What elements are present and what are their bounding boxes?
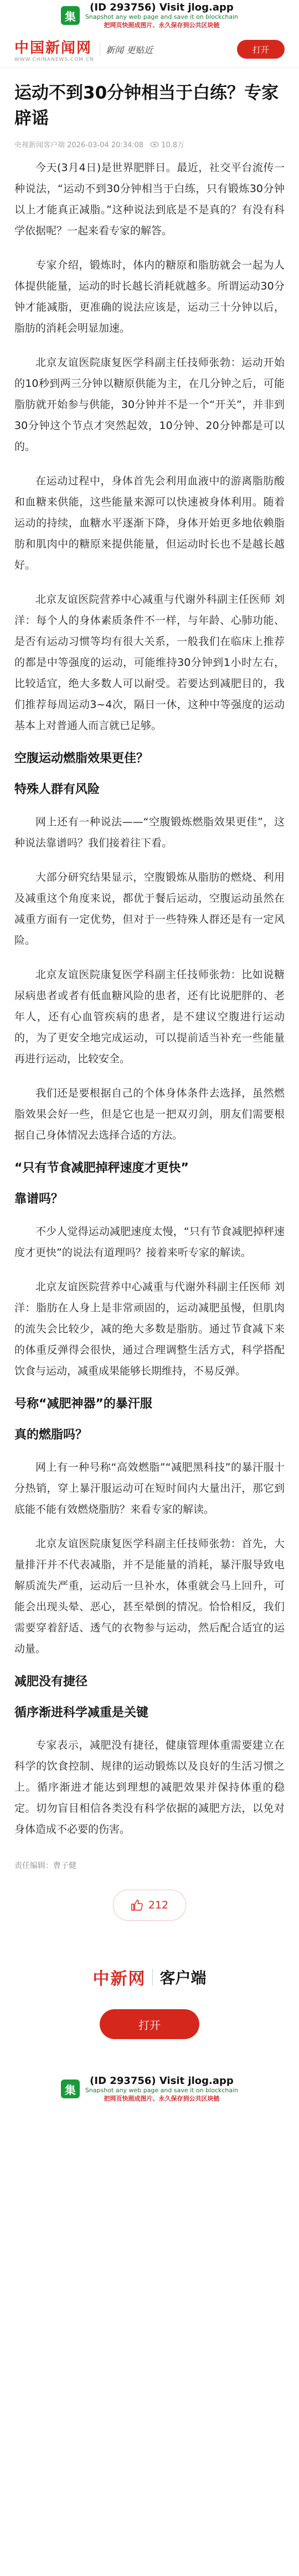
paragraph: 专家介绍，锻炼时，体内的糖原和脂肪就会一起为人体提供能量，运动的时长越长消耗就越多。所谓运动30分钟才能减脂，更准确的说法应该是，运动三十分钟以后，脂肪的消耗会明显加速。 — [14, 259, 285, 334]
bottom-banner-texts — [85, 2075, 238, 2103]
banner-subtitle-cn: 把网页快照成图片、永久保存到公共区块链 — [104, 22, 220, 29]
site-header — [0, 31, 299, 68]
section-heading: 循序渐进科学减重是关键 — [14, 1706, 149, 1720]
footer-brand — [0, 1965, 299, 1989]
section-heading: 靠谱吗？ — [14, 1192, 64, 1206]
article — [0, 80, 299, 1921]
bottom-banner-title: (ID 293756) Visit jlog.app — [90, 2075, 234, 2087]
paragraph: 我们还是要根据自己的个体身体条件去选择，虽然燃脂效果会好一些，但是它也是一把双刃剑，朋友们需要根据自己身体情况去选择合适的方法。 — [14, 1087, 285, 1141]
eye-icon — [150, 141, 159, 148]
paragraph: 北京友谊医院康复医学科副主任技师张勃：首先，大量排汗并不代表减脂，并不是能量的消耗，暴汗服导致电解质流失严重，运动后一旦补水，体重就会马上回升，可能会出现头晕、恶心，甚至晕倒的情况。恰恰相反，我们需要穿着舒适、透气的衣物参与运动，然后配合适宜的运动量。 — [14, 1538, 285, 1655]
section-heading: 减肥没有捷径 — [14, 1675, 88, 1689]
footer-logo: 中新网 — [92, 1969, 146, 1989]
section-heading: 特殊人群有风险 — [14, 783, 100, 796]
footer-client-label: 客户端 — [159, 1969, 207, 1987]
paragraph: 北京友谊医院营养中心减重与代谢外科副主任医师 刘洋：每个人的身体素质条件不一样，与年龄、心肺功能、是否有运动习惯等均有很大关系，一般我们在临床上推荐的都是中等强度的运动，可能维持30分钟到1小时左右，比较适宜，绝大多数人可以耐受。若要达到减肥目的，我们推荐每周运动3~4次，隔日一休，这种中等强度的运动基本上对普通人而言就已足够。 — [14, 593, 285, 732]
section-heading: 真的燃脂吗？ — [14, 1428, 88, 1442]
section-heading: 空腹运动燃脂效果更佳？ — [14, 752, 149, 765]
article-meta — [14, 139, 285, 149]
paragraph: 今天(3月4日)是世界肥胖日。最近，社交平台流传一种说法，“运动不到30分钟相当于白练，只有锻炼30分钟以上才能真正减脂。”这种说法到底是不是真的？有没有科学依据呢？一起来看专家的解答。 — [14, 162, 285, 237]
paragraph: 网上还有一种说法——“空腹锻炼燃脂效果更佳”，这种说法靠谱吗？我们接着往下看。 — [14, 816, 285, 849]
article-title: 运动不到30分钟相当于白练？专家辟谣 — [14, 83, 279, 128]
paragraph: 北京友谊医院康复医学科副主任技师张勃：比如说糖尿病患者或者有低血糖风险的患者，还有比说肥胖的、老年人，还有心血管疾病的患者，是不建议空腹进行运动的，为了更安全地完成运动，可以提前适当补充一些能量再进行运动，比较安全。 — [14, 969, 285, 1065]
bottom-banner-subtitle-cn: 把网页快照成图片、永久保存到公共区块链 — [104, 2095, 220, 2102]
brand-slogan: 新闻 更贴近 — [106, 44, 153, 55]
paragraph: 在运动过程中，身体首先会利用血液中的游离脂肪酸和血糖来供能，这些能量来源可以快速被身体利用。随着运动的持续，血糖水平逐渐下降，身体开始更多地依赖脂肪和肌肉中的糖原来提供能量，但运动时长也不是越长越好。 — [14, 475, 285, 571]
section-heading: “只有节食减肥掉秤速度才更快” — [14, 1161, 189, 1175]
source-time: 央视新闻客户端 2026-03-04 20:34:08 — [14, 141, 144, 149]
paragraph: 北京友谊医院康复医学科副主任技师张勃：运动开始的10秒到两三分钟以糖原供能为主，在几分钟之后，可能脂肪就开始参与供能，30分钟并不是一个“开关”，并非到30分钟这个节点才突然起效，10分钟、20分钟都是可以的。 — [14, 356, 285, 453]
footer-open-button[interactable]: 打开 — [100, 2009, 199, 2039]
bottom-banner-subtitle-en: Snapshot any web page and save it on blockchain — [85, 2087, 239, 2094]
brand-name: 中国新闻网 — [14, 39, 92, 56]
like-count: 212 — [148, 1899, 169, 1911]
paragraph: 北京友谊医院营养中心减重与代谢外科副主任医师 刘洋：脂肪在人身上是非常顽固的，运动减肥虽慢，但肌肉的流失会比较少，减的绝大多数是脂肪。通过节食减下来的体重反弹得会很快，通过合理调整生活方式，科学搭配饮食与运动，减重成果能够长期维持，不易反弹。 — [14, 1281, 285, 1377]
paragraph: 网上有一种号称“高效燃脂”“减肥黑科技”的暴汗服十分热销，穿上暴汗服运动可在短时间内大量出汗，那它到底能不能有效燃烧脂肪？来看专家的解读。 — [14, 1461, 285, 1515]
footer-promo — [0, 1954, 299, 2045]
editor-credit: 责任编辑：曹子健 — [14, 1861, 76, 1870]
like-area — [14, 1890, 285, 1921]
paragraph: 大部分研究结果显示，空腹锻炼从脂肪的燃烧、利用及减重这个角度来说，都优于餐后运动，空腹运动虽然在减重方面有一定优势，但对于一些特殊人群还是有一定风险。 — [14, 871, 285, 946]
view-count — [150, 139, 184, 149]
thumbs-up-icon — [131, 1899, 143, 1911]
open-app-button[interactable]: 打开 — [237, 40, 285, 59]
section-heading: 号称“减肥神器”的暴汗服 — [14, 1397, 152, 1411]
jlog-logo-icon-bottom: 集 — [61, 2080, 80, 2098]
paragraph: 不少人觉得运动减肥速度太慢，“只有节食减肥掉秤速度才更快”的说法有道理吗？接着来听专家的解读。 — [14, 1225, 285, 1259]
banner-texts — [85, 2, 238, 29]
like-button[interactable] — [113, 1890, 186, 1921]
article-content — [14, 157, 285, 1840]
top-banner[interactable] — [0, 0, 299, 31]
bottom-banner[interactable] — [0, 2069, 299, 2109]
paragraph: 专家表示，减肥没有捷径，健康管理体重需要建立在科学的饮食控制、规律的运动锻炼以及良好的生活习惯之上。循序渐进才能达到理想的减肥效果并保持体重的稳定。切勿盲目相信各类没有科学依据的减肥方法，以免对身体造成不必要的伤害。 — [14, 1739, 285, 1835]
footer-divider — [152, 1969, 153, 1985]
banner-title: (ID 293756) Visit jlog.app — [90, 2, 234, 13]
brand-url: WWW.CHINANEWS.COM.CN — [14, 56, 95, 63]
brand[interactable] — [14, 37, 153, 63]
jlog-logo-icon: 集 — [61, 6, 80, 25]
view-count-value: 10.8万 — [161, 141, 185, 149]
banner-subtitle-en: Snapshot any web page and save it on blockchain — [85, 13, 239, 20]
brand-logo — [14, 37, 94, 63]
